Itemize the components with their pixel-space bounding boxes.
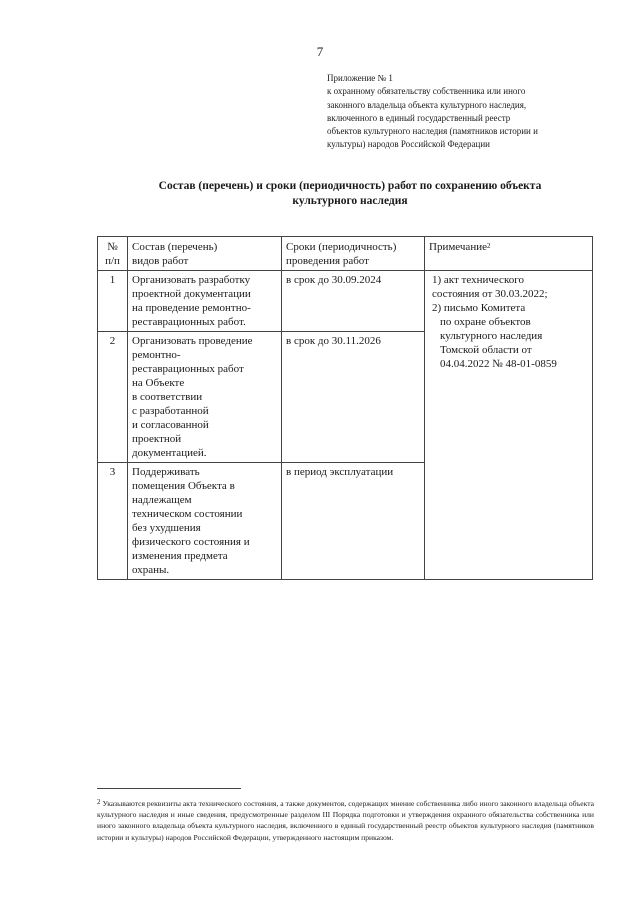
row-terms: в период эксплуатации bbox=[282, 463, 425, 580]
appendix-header bbox=[327, 72, 617, 152]
row-number: 2 bbox=[98, 332, 128, 463]
appendix-line: к охранному обязательству собственника или иного bbox=[327, 86, 526, 97]
row-number: 1 bbox=[98, 271, 128, 332]
row-terms: в срок до 30.09.2024 bbox=[282, 271, 425, 332]
table-row bbox=[98, 271, 593, 332]
note-line: 1) акт технического bbox=[432, 274, 524, 286]
header-note-label: Примечание bbox=[429, 241, 487, 253]
footnote bbox=[97, 798, 594, 843]
header-note bbox=[425, 237, 593, 271]
appendix-line: Приложение № 1 bbox=[327, 73, 393, 83]
footnote-text: Указываются реквизиты акта технического состояния, а также документов, содержащих мнение собственника либо иного законного владельца объекта культурного наследия и иные сведения, предусмотренные разделом III Порядка подготовки и утверждения охранного обязательства собственника или иного законного владельца объекта культурного наследия, включенного в единый государственный реестр объектов культурного наследия (памятников истории и культуры) народов Российской Федерации, утвержденного настоящим приказом. bbox=[97, 799, 594, 842]
note-line: Томской области от bbox=[440, 344, 532, 356]
title-line: культурного наследия bbox=[292, 195, 408, 207]
footnote-divider bbox=[97, 788, 241, 789]
table-header-row bbox=[98, 237, 593, 271]
row-number: 3 bbox=[98, 463, 128, 580]
title-line: Состав (перечень) и сроки (периодичность) работ по сохранению объекта bbox=[158, 180, 542, 192]
note-line: состояния от 30.03.2022; bbox=[432, 288, 548, 300]
row-works: Организовать разработку проектной документации на проведение ремонтно- реставрационных работ. bbox=[128, 271, 282, 332]
row-works: Организовать проведение ремонтно- реставрационных работ на Объекте в соответствии с разработанной и согласованной проектной документацией. bbox=[128, 332, 282, 463]
header-number: № п/п bbox=[98, 237, 128, 271]
note-line: культурного наследия bbox=[440, 330, 543, 342]
note-line: 2) письмо Комитета bbox=[432, 302, 526, 314]
row-works: Поддерживать помещения Объекта в надлежащем техническом состоянии без ухудшения физического состояния и изменения предмета охраны. bbox=[128, 463, 282, 580]
row-terms: в срок до 30.11.2026 bbox=[282, 332, 425, 463]
header-works: Состав (перечень) видов работ bbox=[128, 237, 282, 271]
appendix-line: включенного в единый государственный реестр bbox=[327, 112, 511, 123]
page-number: 7 bbox=[316, 44, 324, 59]
appendix-line: объектов культурного наследия (памятников истории и bbox=[327, 126, 538, 137]
appendix-line: законного владельца объекта культурного наследия, bbox=[327, 99, 527, 110]
header-terms: Сроки (периодичность) проведения работ bbox=[282, 237, 425, 271]
document-title bbox=[110, 179, 590, 209]
footnote-marker: 2 bbox=[97, 798, 101, 806]
works-table bbox=[97, 236, 593, 580]
appendix-line: культуры) народов Российской Федерации bbox=[327, 139, 490, 150]
footnote-ref: 2 bbox=[486, 242, 491, 250]
row-note bbox=[425, 271, 593, 580]
note-line: 04.04.2022 № 48-01-0859 bbox=[440, 358, 557, 370]
note-line: по охране объектов bbox=[440, 316, 531, 328]
